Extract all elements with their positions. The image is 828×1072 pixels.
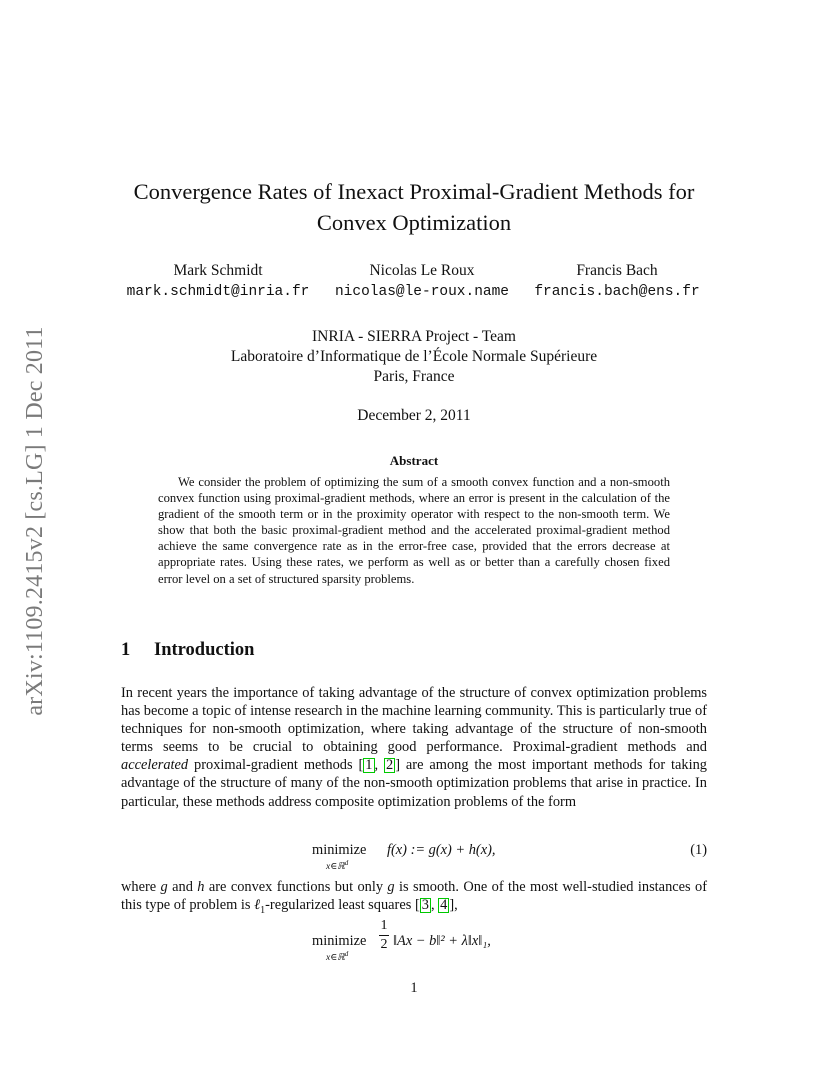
author-name: Nicolas Le Roux [369, 262, 475, 279]
text-run: proximal-gradient methods [188, 757, 359, 774]
paragraph-2: where g and h are convex functions but only g is smooth. One of the most well-studied instances of this type of problem is ℓ$_1$-regularized least squares [ 3 , 4 ], [121, 879, 707, 916]
page-number: 1 [410, 980, 418, 996]
affiliation-line-3: Paris, France [373, 368, 455, 385]
text-run: where [121, 879, 161, 895]
text-run: , [454, 897, 458, 914]
equation-number: (1) [690, 842, 707, 858]
equation-operator: minimize [312, 842, 367, 858]
abstract-heading: Abstract [389, 453, 439, 468]
title-line-1: Convergence Rates of Inexact Proximal-Gradient Methods for [133, 179, 695, 204]
text-run: are among the most important methods for taking advantage of the structure of many of the non-smooth optimization problems that arise in practice. In particular, these methods address composite optimization problems of the form [121, 757, 707, 810]
text-run: In recent years the importance of taking advantage of the structure of convex optimization problems has become a topic of intense research in the machine learning community. This is particularly true of techniques for non-smooth optimization, where taking advantage of the structure of non-smooth terms seems to be crucial to obtaining good performance. Proximal-gradient methods and [121, 685, 707, 756]
affiliation-line-2: Laboratoire d’Informatique de l’École Normale Supérieure [230, 348, 598, 365]
text-run: is smooth. One of the most well-studied instances of this type of problem is [121, 879, 707, 914]
intro-paragraph: In recent years the importance of taking advantage of the structure of convex optimization problems has become a topic of intense research in the machine learning community. This is particularly true of techniques for non-smooth optimization, where taking advantage of the structure of non-smooth terms seems to be crucial to obtaining good performance. Proximal-gradient methods and accelerated proximal-gradient methods [ 1 , 2 ] are among the most important methods for taking advantage of the structure of many of the non-smooth optimization problems that arise in practice. In particular, these methods address composite optimization problems of the form [121, 685, 707, 810]
arxiv-stamp [11, 296, 59, 746]
author-name: Mark Schmidt [173, 262, 263, 279]
equation-expression: ‖Ax − b‖² + λ‖x‖₁, [393, 933, 491, 949]
math-symbol: g [387, 879, 395, 895]
paper-date: December 2, 2011 [357, 407, 471, 424]
citation-link[interactable]: 2 [386, 757, 394, 774]
author-name: Francis Bach [576, 262, 658, 279]
emphasis: accelerated [121, 757, 189, 774]
fraction-numerator: 1 [380, 918, 388, 933]
equation-operator: minimize [312, 933, 367, 949]
abstract-body [158, 474, 670, 587]
math-symbol: g [160, 879, 168, 895]
text-run: are convex functions but only [204, 879, 388, 895]
citation-link[interactable]: 3 [421, 897, 429, 914]
author-email[interactable]: nicolas@le-roux.name [334, 284, 510, 300]
author-3 [517, 262, 717, 303]
text-run: -regularized least squares [265, 897, 415, 914]
author-email[interactable]: francis.bach@ens.fr [534, 284, 700, 300]
citation-link[interactable]: 1 [365, 757, 373, 774]
author-1 [118, 262, 318, 303]
section-number: 1 [121, 640, 131, 660]
affiliation-line-1: INRIA - SIERRA Project - Team [312, 328, 516, 345]
math-subscript: 1 [260, 904, 266, 916]
equation-1 [121, 842, 707, 872]
abstract-text: We consider the problem of optimizing the sum of a smooth convex function and a non-smooth convex function using proximal-gradient methods, where an error is present in the calculation of the gradient of the smooth term or in the proximity operator with respect to the non-smooth term. We show that both the basic proximal-gradient method and the accelerated proximal-gradient method achieve the same convergence rate as in the error-free case, provided that the errors decrease at appropriate rates. Using these rates, we perform as well as or better than a carefully chosen fixed error level on a set of structured sparsity problems. [158, 475, 670, 586]
paper-title [100, 176, 728, 238]
arxiv-identifier: arXiv:1109.2415v2 [cs.LG] 1 Dec 2011 [22, 326, 48, 716]
equation-expression: f(x) := g(x) + h(x), [387, 842, 496, 858]
text-run: and [167, 879, 198, 895]
equation-subscript: x∈ℝ$^d$ [326, 859, 349, 873]
author-email[interactable]: mark.schmidt@inria.fr [126, 284, 310, 300]
author-2 [322, 262, 522, 303]
fraction [379, 918, 389, 953]
fraction-denominator: 2 [380, 937, 388, 952]
equation-subscript: x∈ℝ$^d$ [326, 950, 349, 964]
equation-2 [121, 918, 707, 962]
section-title: Introduction [154, 640, 255, 660]
citation-link[interactable]: 4 [440, 897, 448, 914]
title-line-2: Convex Optimization [316, 210, 512, 235]
affiliation [150, 327, 678, 387]
section-heading [121, 640, 254, 661]
math-symbol: ℓ [254, 897, 261, 914]
fraction-bar [379, 935, 389, 936]
math-symbol: h [197, 879, 205, 895]
